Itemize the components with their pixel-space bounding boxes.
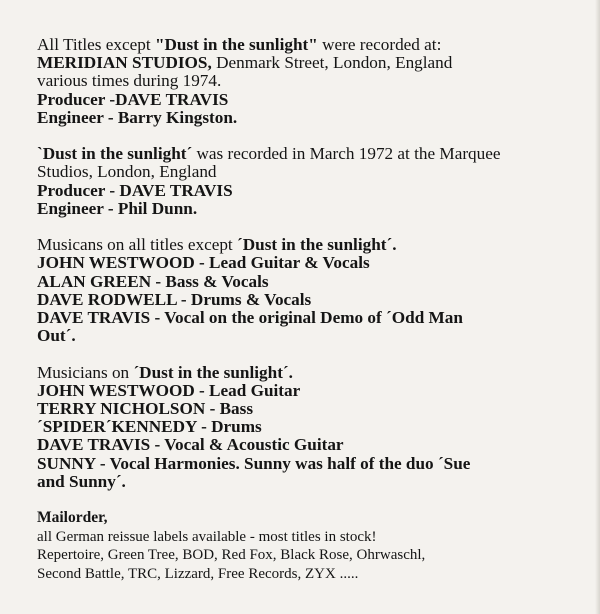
producer-line: Producer - DAVE TRAVIS	[37, 180, 233, 200]
musician-line: DAVE RODWELL - Drums & Vocals	[37, 289, 312, 309]
mailorder-heading: Mailorder,	[37, 509, 108, 527]
mailorder-labels: Repertoire, Green Tree, BOD, Red Fox, Black Rose, Ohrwaschl,	[37, 547, 426, 564]
engineer-line: Engineer - Phil Dunn.	[37, 198, 198, 218]
spacer	[37, 218, 582, 236]
recording-info-line	[37, 36, 582, 54]
text: were recorded at:	[317, 35, 442, 54]
liner-notes-text	[37, 36, 582, 583]
studio-line: Studios, London, England	[37, 162, 217, 182]
text: Musicans on all titles except	[37, 235, 237, 255]
text: Musicians on	[37, 362, 134, 382]
engineer-line: Engineer - Barry Kingston.	[37, 107, 238, 127]
spacer	[37, 127, 582, 145]
song-title: ´Dust in the sunlight´.	[133, 362, 293, 382]
mailorder-section	[37, 509, 582, 583]
musician-line: JOHN WESTWOOD - Lead Guitar & Vocals	[37, 253, 370, 273]
musicians-heading	[37, 236, 582, 254]
song-title: `Dust in the sunlight´	[37, 144, 193, 164]
musician-line: JOHN WESTWOOD - Lead Guitar	[37, 380, 301, 400]
musician-line: ´SPIDER´KENNEDY - Drums	[37, 417, 262, 437]
musician-line: ALAN GREEN - Bass & Vocals	[37, 271, 269, 291]
song-title: "Dust in the sunlight"	[154, 35, 318, 54]
musician-line: DAVE TRAVIS - Vocal & Acoustic Guitar	[37, 435, 344, 455]
studio-name: MERIDIAN STUDIOS,	[37, 53, 212, 73]
mailorder-line: all German reissue labels available - most titles in stock!	[37, 528, 377, 545]
spacer	[37, 491, 582, 509]
studio-line	[37, 54, 582, 72]
spacer	[37, 345, 582, 363]
mailorder-labels: Second Battle, TRC, Lizzard, Free Records, ZYX .....	[37, 565, 359, 582]
producer-line: Producer -DAVE TRAVIS	[37, 89, 229, 109]
song-title: ´Dust in the sunlight´.	[237, 235, 397, 255]
recording-date-line: various times during 1974.	[37, 71, 222, 91]
text: was recorded in March 1972 at the Marquee	[192, 144, 501, 164]
recording-info-line	[37, 145, 582, 163]
musician-line: TERRY NICHOLSON - Bass	[37, 399, 254, 419]
studio-address: Denmark Street, London, England	[211, 53, 453, 73]
musician-line: and Sunny´.	[37, 471, 126, 491]
musician-line: DAVE TRAVIS - Vocal on the original Demo of ´Odd Man	[37, 308, 463, 328]
text: All Titles except	[37, 35, 155, 54]
musicians-heading	[37, 364, 582, 382]
musician-line: SUNNY - Vocal Harmonies. Sunny was half of the duo ´Sue	[37, 453, 471, 473]
musician-line: Out´.	[37, 326, 76, 346]
